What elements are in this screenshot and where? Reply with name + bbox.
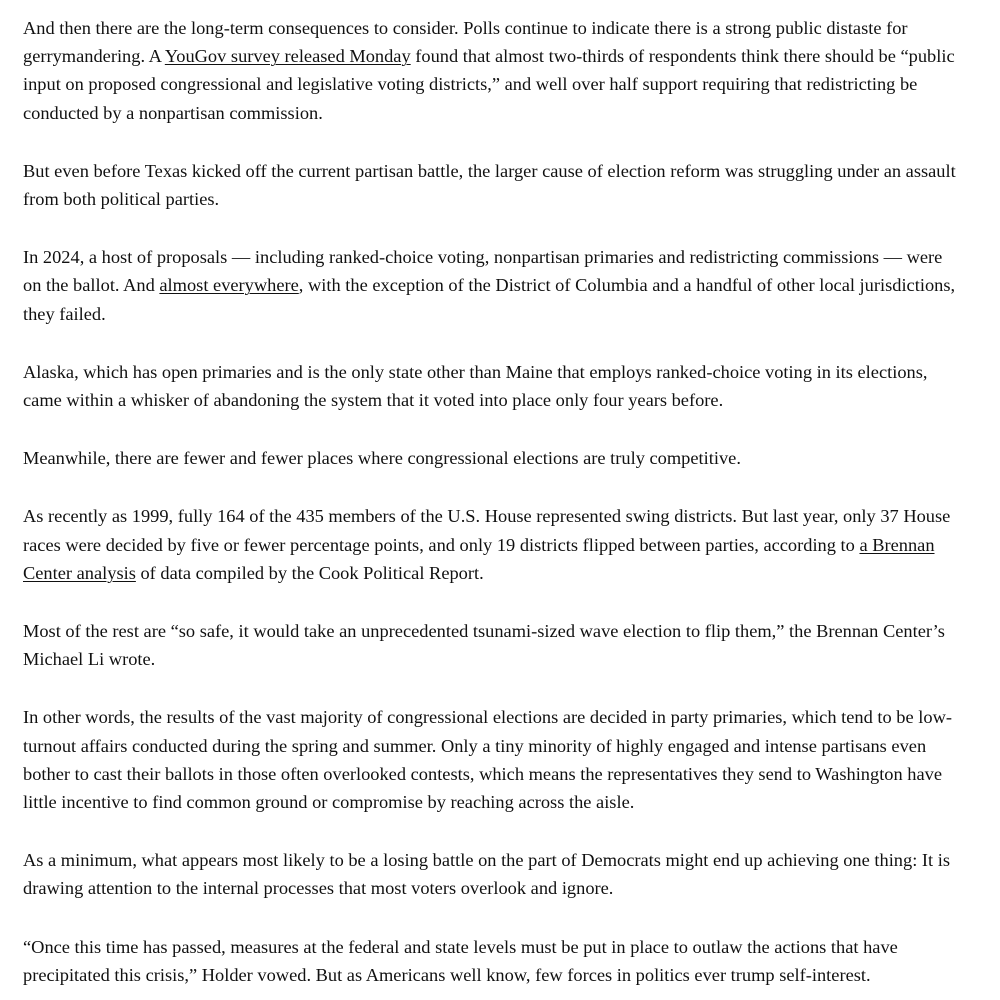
paragraph-text: , with the exception of the District of Columbia and a handful of other local jurisdictions, they failed. bbox=[23, 275, 956, 324]
paragraph-text: Alaska, which has open primaries and is the only state other than Maine that employs ranked-choice voting in its elections, came within a whisker of abandoning the system that it voted into place only four years before. bbox=[23, 361, 928, 411]
paragraph-text: But even before Texas kicked off the current partisan battle, the larger cause of election reform was struggling under an assault from both political parties. bbox=[23, 160, 956, 210]
paragraph-election-reform bbox=[23, 157, 960, 213]
paragraph-swing-districts bbox=[23, 502, 960, 587]
link-almost-everywhere[interactable]: almost everywhere bbox=[159, 275, 299, 296]
paragraph-losing-battle bbox=[23, 846, 960, 902]
paragraph-text: Most of the rest are “so safe, it would take an unprecedented tsunami-sized wave election to flip them,” the Brennan Center’s Michael Li wrote. bbox=[23, 621, 945, 670]
paragraph-holder-quote bbox=[23, 933, 960, 989]
paragraph-party-primaries bbox=[23, 703, 960, 816]
paragraph-text: In other words, the results of the vast majority of congressional elections are decided in party primaries, which tend to be low-turnout affairs conducted during the spring and summer. Only a tiny minority of highly engaged and intense partisans even bother to cast their ballots in those often overlooked contests, which means the representatives they send to Washington have little incentive to find common ground or compromise by reaching across the aisle. bbox=[23, 707, 952, 813]
paragraph-alaska bbox=[23, 358, 960, 414]
paragraph-text: of data compiled by the Cook Political Report. bbox=[135, 562, 484, 583]
link-yougov-survey[interactable]: YouGov survey released Monday bbox=[164, 46, 411, 67]
paragraph-text: “Once this time has passed, measures at the federal and state levels must be put in place to outlaw the actions that have precipitated this crisis,” Holder vowed. But as Americans well know, few forces in politics ever trump self-interest. bbox=[23, 936, 898, 985]
paragraph-text: As a minimum, what appears most likely to be a losing battle on the part of Democrats might end up achieving one thing: It is drawing attention to the internal processes that most voters overlook and ignore. bbox=[23, 850, 951, 899]
paragraph-text: As recently as 1999, fully 164 of the 435 members of the U.S. House represented swing districts. But last year, only 37 House races were decided by five or fewer percentage points, and only 19 districts flipped between parties, according to bbox=[23, 506, 951, 555]
paragraph-competitive-elections bbox=[23, 444, 960, 472]
paragraph-text: Meanwhile, there are fewer and fewer places where congressional elections are truly competitive. bbox=[23, 448, 741, 469]
link-brennan-center-analysis[interactable]: a Brennan Center analysis bbox=[23, 534, 935, 583]
paragraph-text: And then there are the long-term consequences to consider. Polls continue to indicate there is a strong public distaste for gerrymandering. A bbox=[23, 18, 908, 67]
paragraph-text: In 2024, a host of proposals — including ranked-choice voting, nonpartisan primaries and redistricting commissions — were on the ballot. And bbox=[23, 247, 943, 296]
paragraph-so-safe-quote bbox=[23, 617, 960, 673]
paragraph-text: found that almost two-thirds of respondents think there should be “public input on proposed congressional and legislative voting districts,” and well over half support requiring that redistricting be conducted by a nonpartisan commission. bbox=[23, 46, 955, 123]
paragraph-public-distaste bbox=[23, 14, 960, 127]
paragraph-2024-proposals bbox=[23, 243, 960, 328]
